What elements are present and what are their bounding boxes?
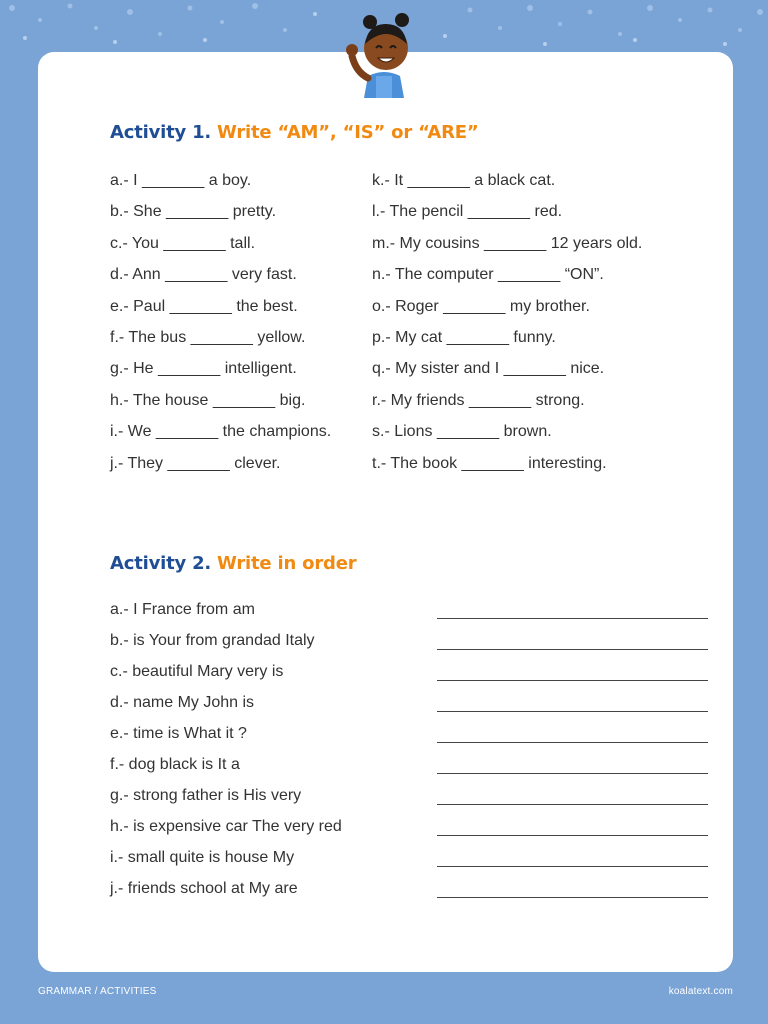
answer-line <box>437 835 708 836</box>
scrambled-sentence: h.- is expensive car The very red <box>110 818 342 835</box>
exercise-h: h.- The house _______ big. <box>110 391 306 409</box>
answer-line <box>437 897 708 898</box>
exercise-k: k.- It _______ a black cat. <box>372 172 556 189</box>
exercise-s: s.- Lions _______ brown. <box>372 423 552 441</box>
scrambled-sentence: c.- beautiful Mary very is <box>110 663 284 680</box>
waving-child-icon <box>338 6 430 98</box>
answer-line <box>437 618 708 619</box>
scrambled-sentence: a.- I France from am <box>110 601 255 618</box>
order-item-e <box>110 723 710 754</box>
order-item-b <box>110 630 710 661</box>
activity1-right-column <box>372 170 642 484</box>
order-item-f <box>110 754 710 785</box>
activity1-heading <box>110 122 479 143</box>
order-item-h <box>110 816 710 847</box>
footer-website: koalatext.com <box>668 986 733 997</box>
answer-line <box>437 773 708 774</box>
order-item-c <box>110 661 710 692</box>
activity2-instruction: Write in order <box>217 553 357 574</box>
scrambled-sentence: g.- strong father is His very <box>110 787 302 804</box>
order-item-j <box>110 878 710 909</box>
exercise-o: o.- Roger _______ my brother. <box>372 297 590 315</box>
activity1-instruction: Write “AM”, “IS” or “ARE” <box>217 122 479 143</box>
exercise-m: m.- My cousins _______ 12 years old. <box>372 234 643 252</box>
scrambled-sentence: b.- is Your from grandad Italy <box>110 632 315 649</box>
exercise-a: a.- I _______ a boy. <box>110 172 252 189</box>
exercise-n: n.- The computer _______ “ON”. <box>372 266 604 284</box>
answer-line <box>437 711 708 712</box>
order-item-g <box>110 785 710 816</box>
exercise-t: t.- The book _______ interesting. <box>372 454 607 472</box>
activity2-list <box>110 599 710 909</box>
exercise-q: q.- My sister and I _______ nice. <box>372 360 605 378</box>
order-item-d <box>110 692 710 723</box>
footer-section-label: GRAMMAR / ACTIVITIES <box>38 986 157 997</box>
scrambled-sentence: i.- small quite is house My <box>110 849 295 866</box>
answer-line <box>437 866 708 867</box>
exercise-i: i.- We _______ the champions. <box>110 423 332 441</box>
exercise-l: l.- The pencil _______ red. <box>372 203 563 221</box>
activity2-heading <box>110 553 356 574</box>
exercise-e: e.- Paul _______ the best. <box>110 297 298 315</box>
exercise-r: r.- My friends _______ strong. <box>372 391 585 409</box>
answer-line <box>437 804 708 805</box>
order-item-i <box>110 847 710 878</box>
scrambled-sentence: d.- name My John is <box>110 694 255 711</box>
exercise-b: b.- She _______ pretty. <box>110 203 277 221</box>
scrambled-sentence: f.- dog black is It a <box>110 756 240 773</box>
order-item-a <box>110 599 710 630</box>
answer-line <box>437 680 708 681</box>
exercise-c: c.- You _______ tall. <box>110 234 256 252</box>
activity1-label: Activity 1. <box>110 122 212 143</box>
exercise-p: p.- My cat _______ funny. <box>372 328 556 346</box>
exercise-j: j.- They _______ clever. <box>110 454 281 472</box>
exercise-d: d.- Ann _______ very fast. <box>110 266 297 284</box>
answer-line <box>437 742 708 743</box>
activity2-label: Activity 2. <box>110 553 212 574</box>
exercise-g: g.- He _______ intelligent. <box>110 360 297 378</box>
scrambled-sentence: e.- time is What it ? <box>110 725 247 742</box>
scrambled-sentence: j.- friends school at My are <box>110 880 298 897</box>
exercise-f: f.- The bus _______ yellow. <box>110 328 306 346</box>
answer-line <box>437 649 708 650</box>
activity1-left-column <box>110 170 331 484</box>
